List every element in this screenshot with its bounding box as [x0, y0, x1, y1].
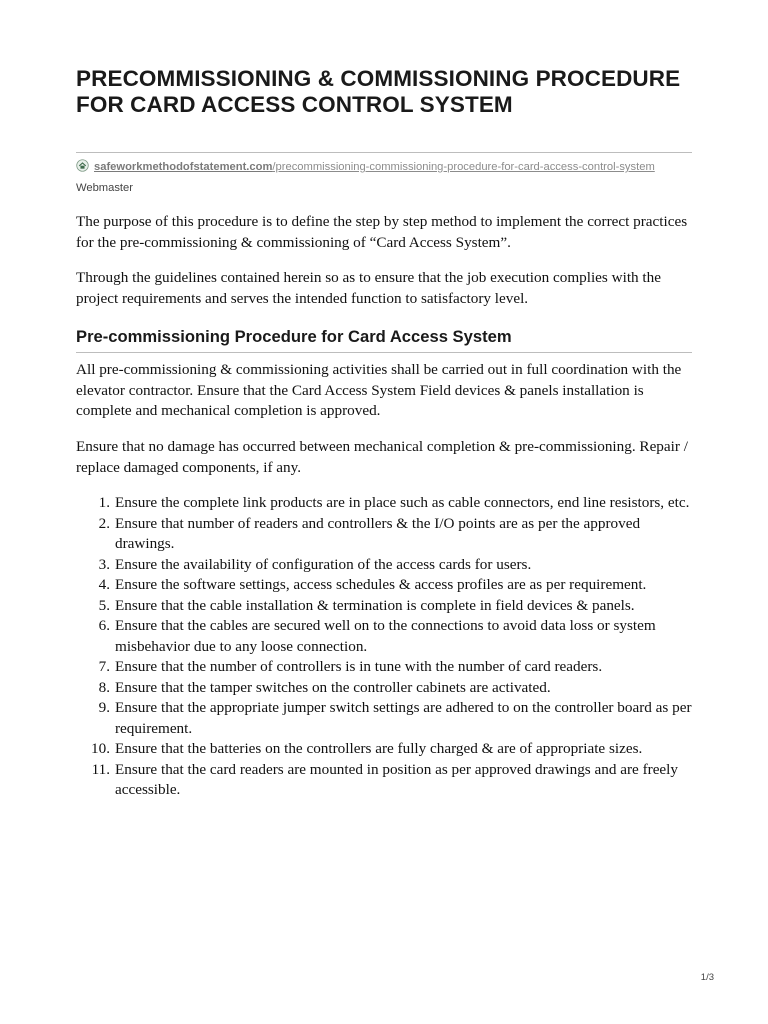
site-favicon-icon	[76, 159, 89, 172]
intro-paragraph: The purpose of this procedure is to define the step by step method to implement the correct practices for the pre-commissioning & commissioning of “Card Access System”.	[76, 213, 688, 251]
list-item	[76, 760, 696, 801]
step-number: 10.	[91, 740, 110, 757]
list-item	[76, 657, 696, 678]
step-number: 6.	[98, 617, 110, 634]
step-number: 5.	[98, 596, 110, 614]
step-number: 3.	[98, 555, 110, 573]
list-item	[76, 739, 696, 760]
list-item	[76, 514, 696, 555]
title-divider	[76, 152, 692, 153]
step-text: Ensure that the appropriate jumper switch settings are adhered to on the controller board as per requirement.	[115, 699, 692, 737]
step-text: Ensure that the cables are secured well on to the connections to avoid data loss or system misbehavior due to any loose connection.	[115, 617, 656, 655]
list-item	[76, 678, 696, 699]
step-text: Ensure the software settings, access schedules & access profiles are as per requirement.	[115, 576, 647, 593]
list-item	[76, 596, 696, 617]
section-paragraph: All pre-commissioning & commissioning activities shall be carried out in full coordination with the elevator contractor. Ensure that the Card Access System Field devices & panels installation is complete and mechanical completion is approved.	[76, 361, 682, 419]
source-domain[interactable]: safeworkmethodofstatement.com	[94, 161, 273, 173]
step-number: 2.	[98, 514, 110, 532]
source-link[interactable]	[76, 159, 706, 175]
list-item	[76, 575, 696, 596]
author-name: Webmaster	[76, 182, 133, 194]
step-text: Ensure that number of readers and controllers & the I/O points are as per the approved drawings.	[115, 514, 641, 552]
page-number: 1/3	[700, 972, 714, 983]
step-text: Ensure the availability of configuration of the access cards for users.	[115, 555, 532, 573]
step-number: 8.	[98, 678, 110, 696]
procedure-steps-list	[76, 493, 696, 801]
step-number: 9.	[98, 699, 110, 716]
list-item	[76, 698, 696, 739]
step-number: 11.	[91, 760, 110, 778]
intro-paragraph: Through the guidelines contained herein so as to ensure that the job execution complies with the project requirements and serves the intended function to satisfactory level.	[76, 269, 661, 307]
step-text: Ensure that the cable installation & termination is complete in field devices & panels.	[115, 596, 635, 614]
list-item	[76, 616, 696, 657]
step-text: Ensure that the card readers are mounted in position as per approved drawings and are freely accessible.	[115, 760, 678, 798]
list-item	[76, 555, 696, 576]
step-text: Ensure the complete link products are in place such as cable connectors, end line resistors, etc.	[115, 494, 690, 511]
step-text: Ensure that the tamper switches on the controller cabinets are activated.	[115, 678, 551, 696]
step-text: Ensure that the number of controllers is in tune with the number of card readers.	[115, 658, 603, 675]
step-number: 1.	[98, 494, 110, 511]
step-text: Ensure that the batteries on the controllers are fully charged & are of appropriate sizes.	[115, 740, 643, 757]
section-heading: Pre-commissioning Procedure for Card Access System	[76, 327, 512, 346]
page-title: PRECOMMISSIONING & COMMISSIONING PROCEDURE FOR CARD ACCESS CONTROL SYSTEM	[76, 66, 681, 117]
step-number: 7.	[98, 658, 110, 675]
list-item	[76, 493, 696, 514]
section-divider	[76, 352, 692, 353]
source-path[interactable]: /precommissioning-commissioning-procedure-for-card-access-control-system	[272, 161, 655, 173]
step-number: 4.	[98, 576, 110, 593]
section-paragraph: Ensure that no damage has occurred between mechanical completion & pre-commissioning. Repair / replace damaged components, if any.	[76, 438, 688, 476]
